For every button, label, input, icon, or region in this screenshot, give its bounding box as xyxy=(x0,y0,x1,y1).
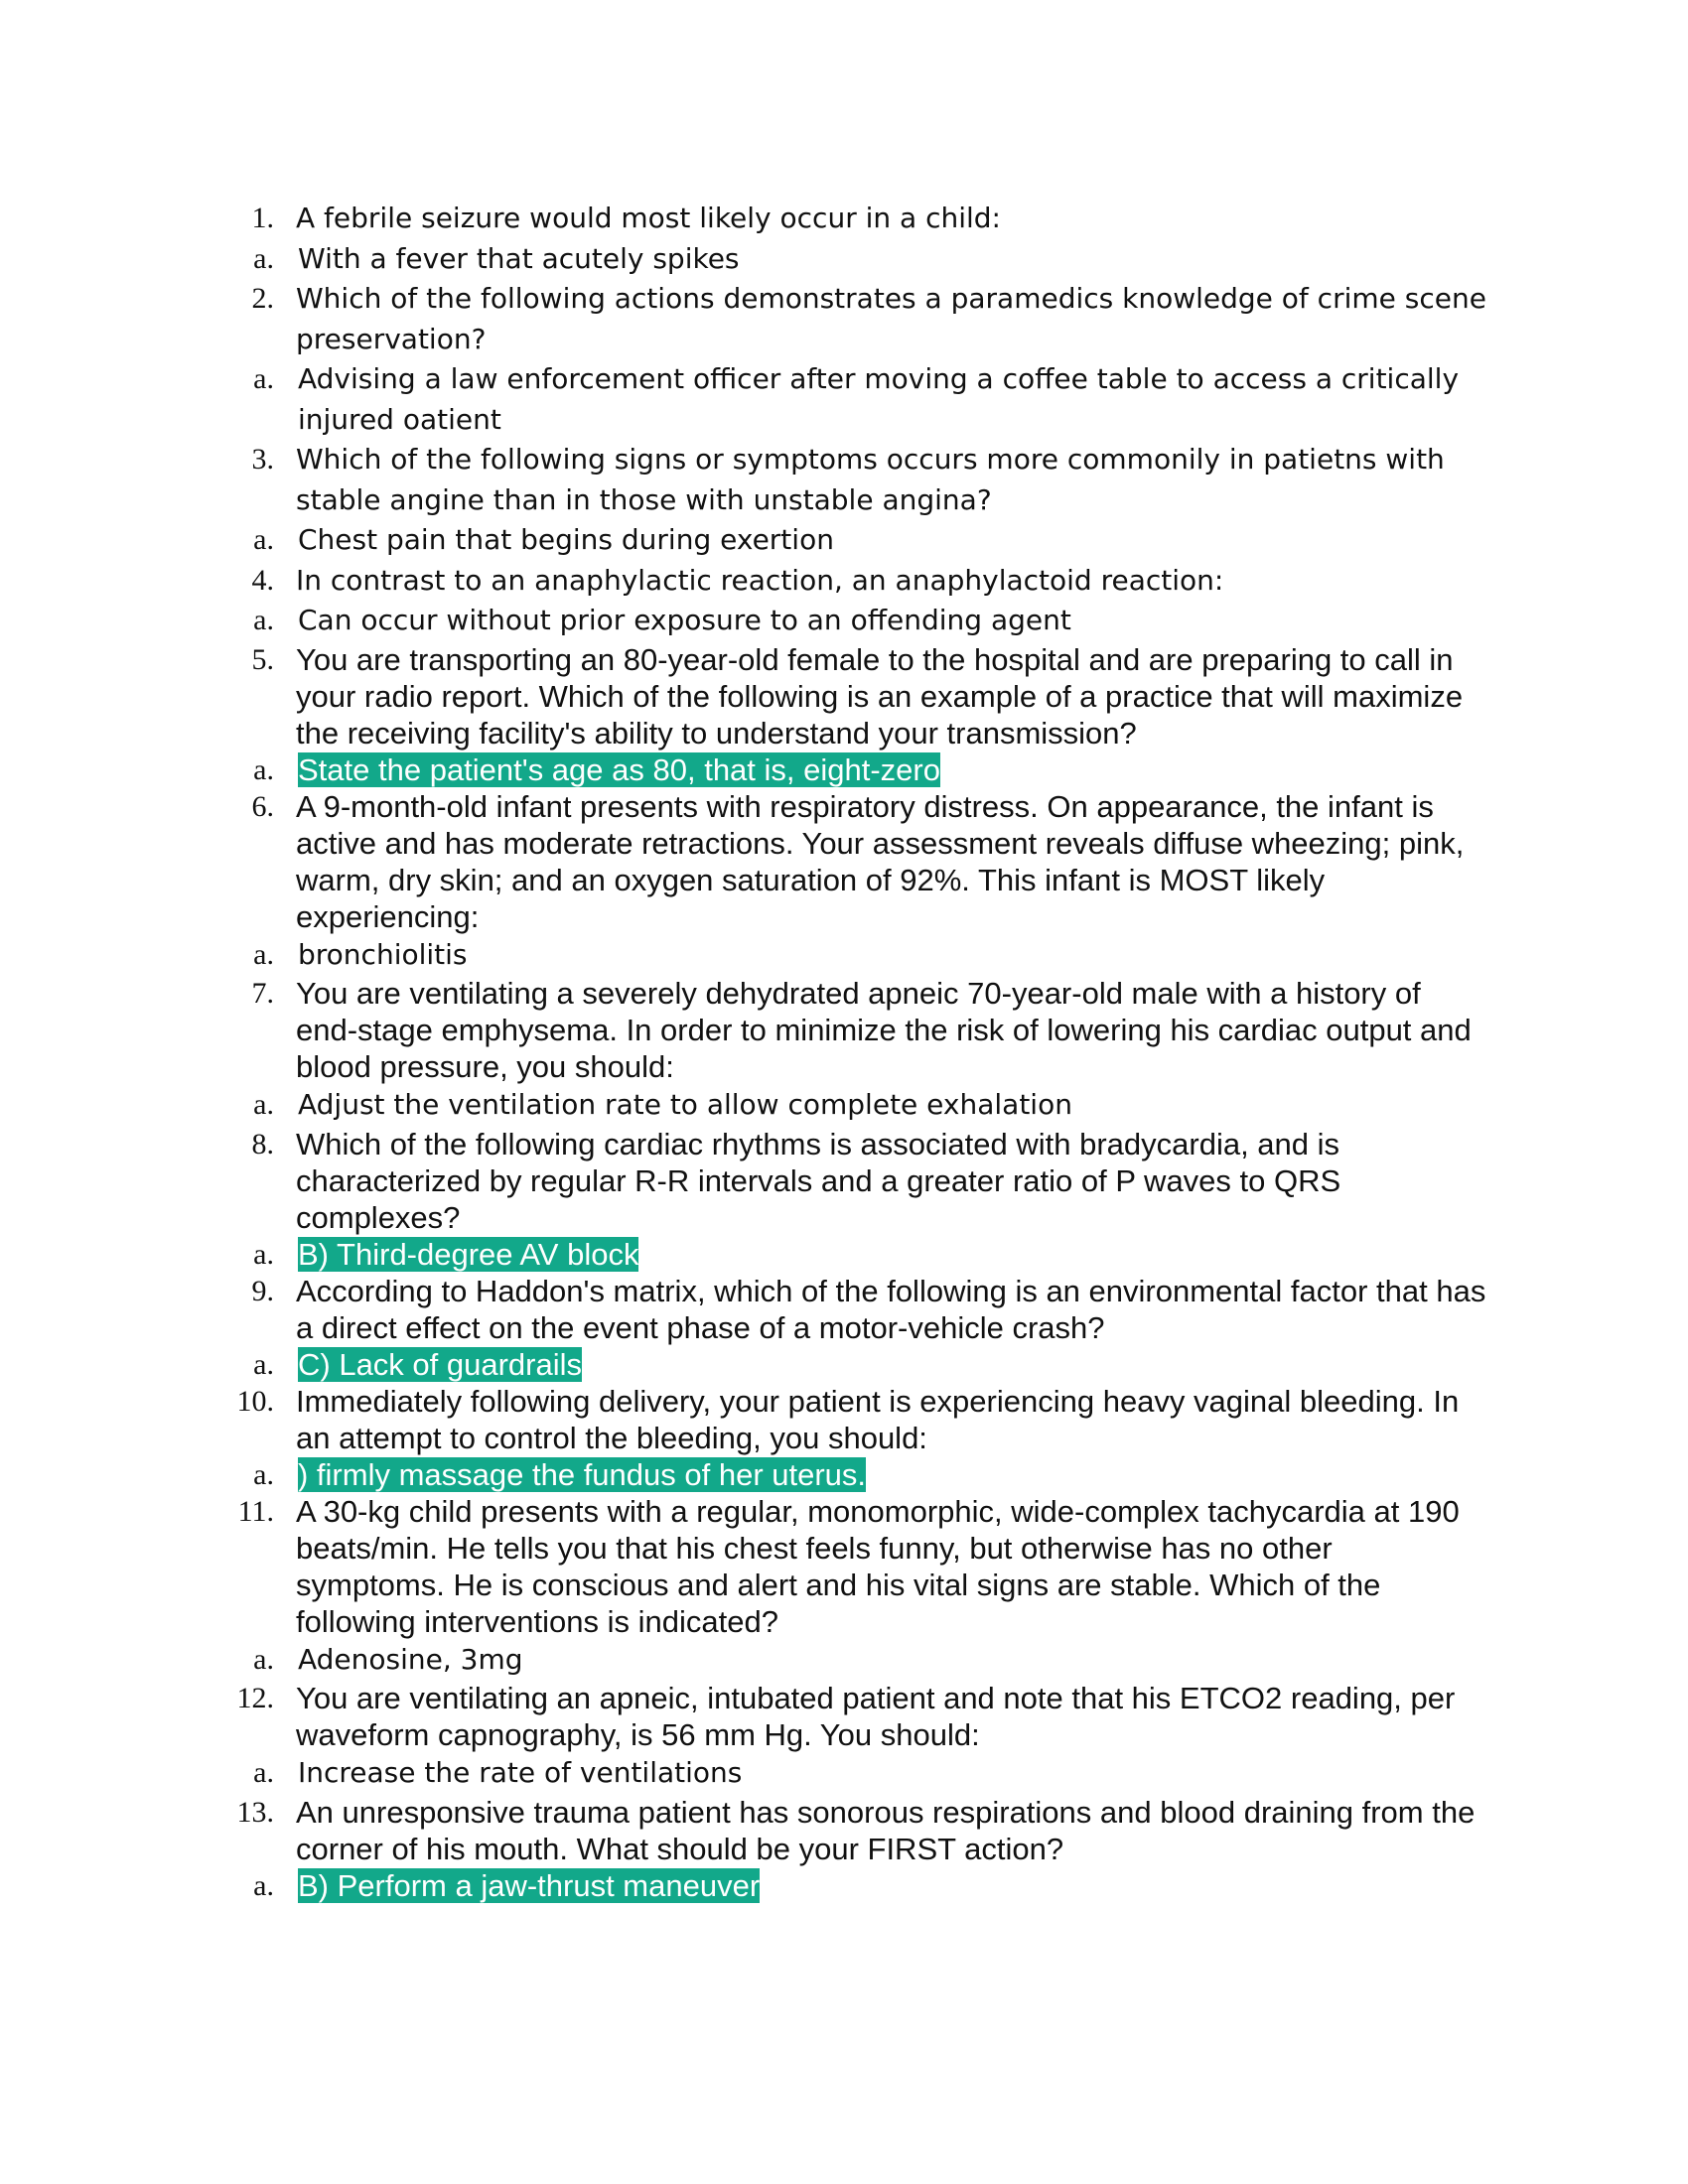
question-text: You are ventilating an apneic, intubated patient and note that his ETCO2 reading, per waveform capnography, is 56 mm Hg. You should: xyxy=(296,1681,1456,1752)
question-number: 4. xyxy=(251,563,274,597)
answer-marker: a. xyxy=(253,1237,274,1271)
question-item xyxy=(199,1126,1489,1236)
answer-marker: a. xyxy=(253,523,274,556)
answer-item xyxy=(199,1753,1489,1794)
highlighted-answer-text: C) Lack of guardrails xyxy=(298,1346,583,1382)
question-number: 2. xyxy=(251,282,274,315)
question-text: In contrast to an anaphylactic reaction, an anaphylactoid reaction: xyxy=(296,563,1224,597)
question-item xyxy=(199,1680,1489,1753)
question-number: 8. xyxy=(251,1127,274,1160)
question-item xyxy=(199,561,1489,602)
answer-item xyxy=(199,1456,1489,1493)
answer-marker: a. xyxy=(253,362,274,395)
answer-marker: a. xyxy=(253,1347,274,1381)
question-number: 7. xyxy=(251,977,274,1010)
question-item xyxy=(199,788,1489,935)
question-text: According to Haddon's matrix, which of the following is an environmental factor that has a direct effect on the event phase of a motor-vehicle crash? xyxy=(296,1273,1486,1345)
answer-item xyxy=(199,359,1489,440)
highlighted-answer-text: State the patient's age as 80, that is, eight-zero xyxy=(298,751,940,787)
answer-item xyxy=(199,1236,1489,1273)
question-item xyxy=(199,1273,1489,1346)
answer-marker: a. xyxy=(253,1642,274,1676)
question-number: 1. xyxy=(251,202,274,234)
answer-item xyxy=(199,1346,1489,1383)
answer-text: With a fever that acutely spikes xyxy=(298,241,740,275)
question-number: 5. xyxy=(251,642,274,676)
question-item xyxy=(199,641,1489,751)
answer-item xyxy=(199,239,1489,280)
question-item xyxy=(199,440,1489,520)
highlighted-answer-text: B) Perform a jaw-thrust maneuver xyxy=(298,1867,761,1903)
answer-marker: a. xyxy=(253,1088,274,1121)
question-item xyxy=(199,1794,1489,1867)
question-number: 12. xyxy=(236,1682,274,1714)
question-text: Immediately following delivery, your patient is experiencing heavy vaginal bleeding. In an attempt to control the bleeding, you should: xyxy=(296,1383,1460,1455)
question-item xyxy=(199,1383,1489,1456)
question-number: 11. xyxy=(237,1494,274,1528)
answer-marker: a. xyxy=(253,1457,274,1491)
answer-text: bronchiolitis xyxy=(298,937,468,971)
question-number: 13. xyxy=(236,1795,274,1829)
answer-marker: a. xyxy=(253,937,274,971)
highlighted-answer-text: ) firmly massage the fundus of her uterus. xyxy=(298,1456,867,1492)
answer-marker: a. xyxy=(253,752,274,786)
question-item xyxy=(199,199,1489,239)
answer-item xyxy=(199,935,1489,976)
highlighted-answer-text: B) Third-degree AV block xyxy=(298,1236,639,1272)
answer-text: Can occur without prior exposure to an offending agent xyxy=(298,604,1071,636)
question-text: An unresponsive trauma patient has sonorous respirations and blood draining from the corner of his mouth. What should be your FIRST action? xyxy=(296,1794,1476,1866)
question-number: 10. xyxy=(236,1384,274,1418)
question-text: Which of the following actions demonstrates a paramedics knowledge of crime scene preservation? xyxy=(296,282,1486,355)
question-text: A febrile seizure would most likely occur in a child: xyxy=(296,202,1001,234)
answer-marker: a. xyxy=(253,1756,274,1789)
question-text: Which of the following cardiac rhythms is associated with bradycardia, and is characterized by regular R-R intervals and a greater ratio of P waves to QRS complexes? xyxy=(296,1126,1341,1235)
answer-item xyxy=(199,1640,1489,1681)
question-number: 6. xyxy=(251,789,274,823)
answer-text: Increase the rate of ventilations xyxy=(298,1756,743,1789)
question-text: Which of the following signs or symptoms occurs more commonily in patietns with stable angine than in those with unstable angina? xyxy=(296,443,1445,516)
answer-marker: a. xyxy=(253,241,274,275)
answer-item xyxy=(199,1867,1489,1904)
question-text: You are ventilating a severely dehydrated apneic 70-year-old male with a history of end-stage emphysema. In order to minimize the risk of lowering his cardiac output and blood pressure, you should: xyxy=(296,976,1472,1084)
question-item xyxy=(199,975,1489,1085)
answer-item xyxy=(199,751,1489,788)
question-text: You are transporting an 80-year-old female to the hospital and are preparing to call in your radio report. Which of the following is an example of a practice that will maximize the receiving facility's ability to understand your transmission? xyxy=(296,641,1464,751)
question-number: 3. xyxy=(251,443,274,476)
question-text: A 9-month-old infant presents with respiratory distress. On appearance, the infant is active and has moderate retractions. Your assessment reveals diffuse wheezing; pink, warm, dry skin; and an oxygen saturation of 92%. This infant is MOST likely experiencing: xyxy=(296,788,1465,934)
answer-item xyxy=(199,520,1489,561)
answer-text: Adjust the ventilation rate to allow complete exhalation xyxy=(298,1088,1072,1121)
answer-marker: a. xyxy=(253,1868,274,1902)
answer-marker: a. xyxy=(253,604,274,636)
answer-text: Advising a law enforcement officer after moving a coffee table to access a critically injured oatient xyxy=(298,362,1460,436)
question-item xyxy=(199,1493,1489,1640)
question-item xyxy=(199,279,1489,359)
answer-text: Adenosine, 3mg xyxy=(298,1642,523,1676)
answer-item xyxy=(199,1085,1489,1126)
answer-text: Chest pain that begins during exertion xyxy=(298,523,834,556)
answer-item xyxy=(199,601,1489,641)
question-number: 9. xyxy=(251,1274,274,1307)
question-text: A 30-kg child presents with a regular, monomorphic, wide-complex tachycardia at 190 beats/min. He tells you that his chest feels funny, but otherwise has no other symptoms. He is conscious and alert and his vital signs are stable. Which of the following interventions is indicated? xyxy=(296,1493,1460,1639)
question-list xyxy=(199,199,1489,1904)
